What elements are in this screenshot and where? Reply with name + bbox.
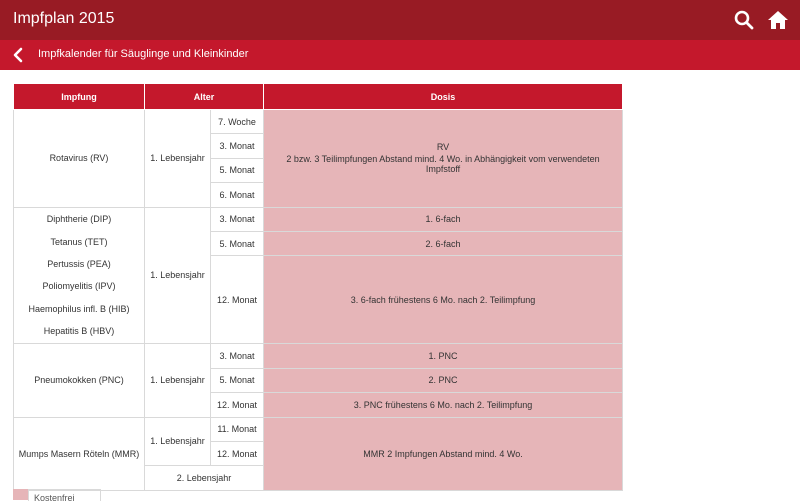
alter-cell: 1. Lebensjahr [145, 110, 211, 208]
dosis-cell [264, 110, 623, 208]
zeit-cell: 6. Monat [211, 183, 264, 207]
zeit-cell: 12. Monat [211, 393, 264, 417]
header-dosis: Dosis [264, 84, 623, 110]
search-icon[interactable] [732, 8, 756, 32]
zeit-cell: 7. Woche [211, 110, 264, 134]
dosis-cell: 3. 6-fach frühestens 6 Mo. nach 2. Teilimpfung [264, 256, 623, 344]
dosis-cell: 3. PNC frühestens 6 Mo. nach 2. Teilimpfung [264, 393, 623, 417]
impfung-line: Haemophilus infl. B (HIB) [28, 303, 130, 314]
header-impfung: Impfung [14, 84, 145, 110]
table-header-row [14, 84, 623, 110]
impfung-cell: Pneumokokken (PNC) [14, 344, 145, 417]
impfung-line: Tetanus (TET) [50, 236, 108, 247]
zeit-cell: 11. Monat [211, 417, 264, 441]
alter-cell: 2. Lebensjahr [145, 466, 264, 490]
home-icon[interactable] [766, 8, 790, 32]
table-row [14, 417, 623, 441]
alter-cell: 1. Lebensjahr [145, 207, 211, 344]
impfung-line: Pertussis (PEA) [47, 259, 111, 270]
zeit-cell: 12. Monat [211, 441, 264, 465]
chevron-left-icon[interactable] [10, 46, 28, 64]
dosis-line: RV [436, 142, 450, 153]
dosis-cell: 2. 6-fach [264, 231, 623, 255]
zeit-cell: 3. Monat [211, 344, 264, 368]
impfung-line: Hepatitis B (HBV) [43, 326, 115, 337]
zeit-cell: 5. Monat [211, 158, 264, 182]
impfung-cell: Rotavirus (RV) [14, 110, 145, 208]
zeit-cell: 3. Monat [211, 134, 264, 158]
app-title: Impfplan 2015 [13, 10, 115, 27]
dosis-line: 2 bzw. 3 Teilimpfungen Abstand mind. 4 Wo. in Abhängigkeit vom verwendeten Impfstoff [286, 154, 600, 175]
dosis-cell: 1. 6-fach [264, 207, 623, 231]
page-title: Impfkalender für Säuglinge und Kleinkinder [38, 48, 249, 60]
impfung-cell [14, 207, 145, 344]
sub-header [0, 40, 800, 70]
zeit-cell: 3. Monat [211, 207, 264, 231]
impfung-line: Poliomyelitis (IPV) [42, 281, 116, 292]
impfung-cell: Mumps Masern Röteln (MMR) [14, 417, 145, 490]
alter-cell: 1. Lebensjahr [145, 344, 211, 417]
legend-swatch [13, 489, 28, 500]
alter-cell: 1. Lebensjahr [145, 417, 211, 466]
header-alter: Alter [145, 84, 264, 110]
zeit-cell: 12. Monat [211, 256, 264, 344]
impfung-line: Diphtherie (DIP) [46, 214, 112, 225]
table-row [14, 207, 623, 231]
table-row [14, 344, 623, 368]
vaccination-table [13, 83, 623, 491]
zeit-cell: 5. Monat [211, 231, 264, 255]
table-row [14, 110, 623, 134]
legend-label: Kostenfrei [28, 489, 101, 501]
dosis-cell: 2. PNC [264, 368, 623, 392]
zeit-cell: 5. Monat [211, 368, 264, 392]
app-bar [0, 0, 800, 40]
dosis-cell: MMR 2 Impfungen Abstand mind. 4 Wo. [264, 417, 623, 490]
dosis-cell: 1. PNC [264, 344, 623, 368]
